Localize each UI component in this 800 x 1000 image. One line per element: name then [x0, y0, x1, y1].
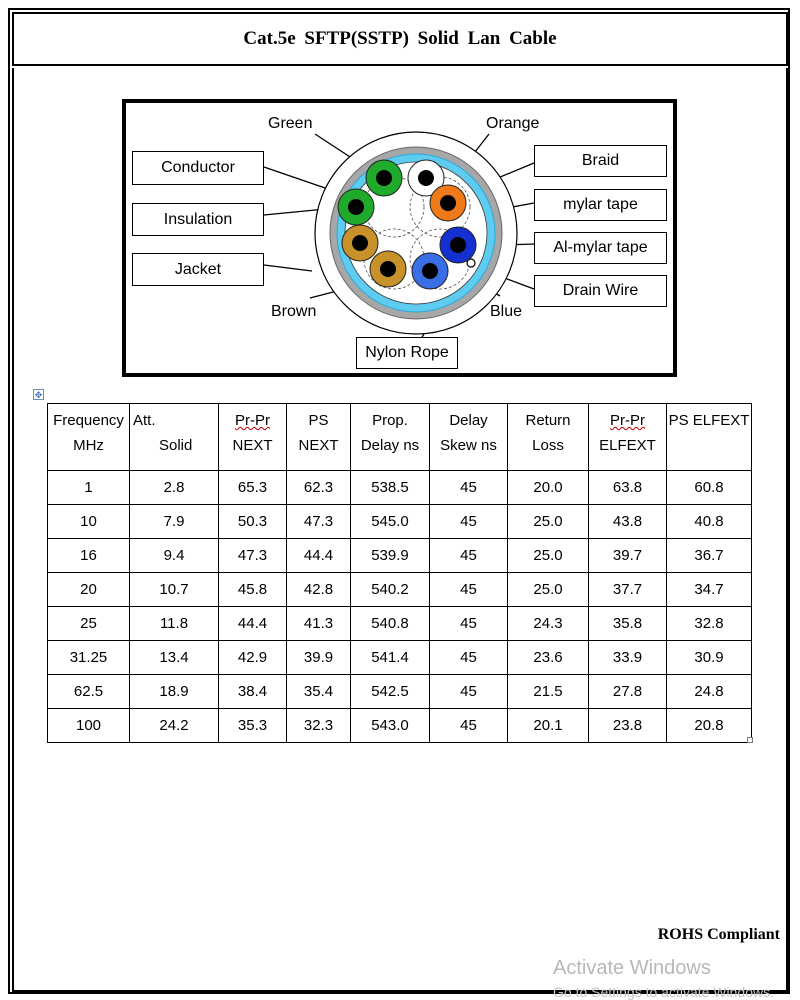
- table-cell: 538.5: [351, 471, 430, 505]
- table-cell: 27.8: [589, 675, 667, 709]
- table-cell: 540.2: [351, 573, 430, 607]
- label-blue: Blue: [490, 303, 523, 320]
- table-row: [48, 709, 752, 743]
- table-cell: 24.8: [667, 675, 752, 709]
- table-cell: 43.8: [589, 505, 667, 539]
- table-cell: 11.8: [130, 607, 219, 641]
- table-row: [48, 607, 752, 641]
- table-cell: 542.5: [351, 675, 430, 709]
- table-cell: 42.8: [287, 573, 351, 607]
- callout-mylar-tape: mylar tape: [534, 189, 667, 221]
- table-cell: 42.9: [219, 641, 287, 675]
- table-cell: 7.9: [130, 505, 219, 539]
- table-cell: 25.0: [508, 573, 589, 607]
- table-cell: 18.9: [130, 675, 219, 709]
- table-cell: 44.4: [287, 539, 351, 573]
- table-cell: 37.7: [589, 573, 667, 607]
- table-cell: 23.6: [508, 641, 589, 675]
- table-cell: 45: [430, 641, 508, 675]
- table-move-handle-icon[interactable]: ✥: [34, 390, 43, 400]
- activate-windows-watermark: Activate Windows: [553, 957, 711, 979]
- table-cell: 30.9: [667, 641, 752, 675]
- cable-diagram: [122, 99, 677, 377]
- header-pr-pr-next: Pr-Pr NEXT: [219, 404, 287, 471]
- table-cell: 39.9: [287, 641, 351, 675]
- table-cell: 20: [48, 573, 130, 607]
- table-cell: 540.8: [351, 607, 430, 641]
- table-cell: 13.4: [130, 641, 219, 675]
- table-cell: 45: [430, 505, 508, 539]
- table-cell: 21.5: [508, 675, 589, 709]
- table-cell: 45: [430, 607, 508, 641]
- table-body: [48, 471, 752, 743]
- table-cell: 35.3: [219, 709, 287, 743]
- table-cell: 10: [48, 505, 130, 539]
- table-header-row: [48, 404, 752, 471]
- table-cell: 47.3: [287, 505, 351, 539]
- table-cell: 39.7: [589, 539, 667, 573]
- header-pr-pr-elfext: Pr-Pr ELFEXT: [589, 404, 667, 471]
- table-row: [48, 573, 752, 607]
- table-resize-handle[interactable]: [747, 737, 753, 743]
- table-row: [48, 539, 752, 573]
- title-box: [12, 12, 788, 66]
- table-cell: 23.8: [589, 709, 667, 743]
- table-cell: 16: [48, 539, 130, 573]
- callout-conductor: Conductor: [132, 151, 264, 185]
- table-cell: 35.4: [287, 675, 351, 709]
- activate-windows-hint: Go to Settings to activate Windows.: [553, 984, 774, 1000]
- table-cell: 60.8: [667, 471, 752, 505]
- table-cell: 539.9: [351, 539, 430, 573]
- table-cell: 62.3: [287, 471, 351, 505]
- callout-al-mylar-tape: Al-mylar tape: [534, 232, 667, 264]
- table-cell: 40.8: [667, 505, 752, 539]
- table-cell: 41.3: [287, 607, 351, 641]
- table-cell: 20.1: [508, 709, 589, 743]
- table-cell: 24.3: [508, 607, 589, 641]
- table-cell: 100: [48, 709, 130, 743]
- table-cell: 62.5: [48, 675, 130, 709]
- table-cell: 545.0: [351, 505, 430, 539]
- table-row: [48, 471, 752, 505]
- table-cell: 35.8: [589, 607, 667, 641]
- table-cell: 45: [430, 471, 508, 505]
- table-cell: 24.2: [130, 709, 219, 743]
- table-cell: 2.8: [130, 471, 219, 505]
- table-cell: 25.0: [508, 539, 589, 573]
- page-title: Cat.5e SFTP(SSTP) Solid Lan Cable: [243, 28, 557, 49]
- callout-braid: Braid: [534, 145, 667, 177]
- header-ps-elfext: PS ELFEXT: [667, 404, 752, 471]
- table-cell: 47.3: [219, 539, 287, 573]
- table-cell: 34.7: [667, 573, 752, 607]
- table-cell: 45: [430, 675, 508, 709]
- table-cell: 25: [48, 607, 130, 641]
- table-cell: 10.7: [130, 573, 219, 607]
- callout-insulation: Insulation: [132, 203, 264, 236]
- table-cell: 65.3: [219, 471, 287, 505]
- header-prop-delay: Prop. Delay ns: [351, 404, 430, 471]
- rohs-compliant-label: ROHS Compliant: [657, 926, 780, 943]
- table-row: [48, 641, 752, 675]
- label-green: Green: [268, 115, 313, 132]
- table-cell: 63.8: [589, 471, 667, 505]
- callout-drain-wire: Drain Wire: [534, 275, 667, 307]
- table-cell: 33.9: [589, 641, 667, 675]
- table-cell: 25.0: [508, 505, 589, 539]
- table-cell: 541.4: [351, 641, 430, 675]
- table-cell: 45: [430, 573, 508, 607]
- label-orange: Orange: [486, 115, 540, 132]
- table-cell: 36.7: [667, 539, 752, 573]
- callout-jacket: Jacket: [132, 253, 264, 286]
- callout-nylon-rope: Nylon Rope: [356, 337, 458, 369]
- header-return-loss: Return Loss: [508, 404, 589, 471]
- table-cell: 44.4: [219, 607, 287, 641]
- table-cell: 543.0: [351, 709, 430, 743]
- table-cell: 20.8: [667, 709, 752, 743]
- header-attenuation: Att. Solid: [130, 404, 219, 471]
- table-cell: 31.25: [48, 641, 130, 675]
- spec-table: [47, 403, 752, 743]
- table-cell: 50.3: [219, 505, 287, 539]
- table-row: [48, 675, 752, 709]
- table-cell: 32.8: [667, 607, 752, 641]
- header-frequency: Frequency MHz: [48, 404, 130, 471]
- table-cell: 38.4: [219, 675, 287, 709]
- table-cell: 1: [48, 471, 130, 505]
- table-cell: 9.4: [130, 539, 219, 573]
- table-cell: 20.0: [508, 471, 589, 505]
- table-cell: 45.8: [219, 573, 287, 607]
- table-row: [48, 505, 752, 539]
- header-delay-skew: Delay Skew ns: [430, 404, 508, 471]
- table-cell: 45: [430, 539, 508, 573]
- header-ps-next: PS NEXT: [287, 404, 351, 471]
- table-cell: 45: [430, 709, 508, 743]
- table-cell: 32.3: [287, 709, 351, 743]
- label-brown: Brown: [271, 303, 317, 320]
